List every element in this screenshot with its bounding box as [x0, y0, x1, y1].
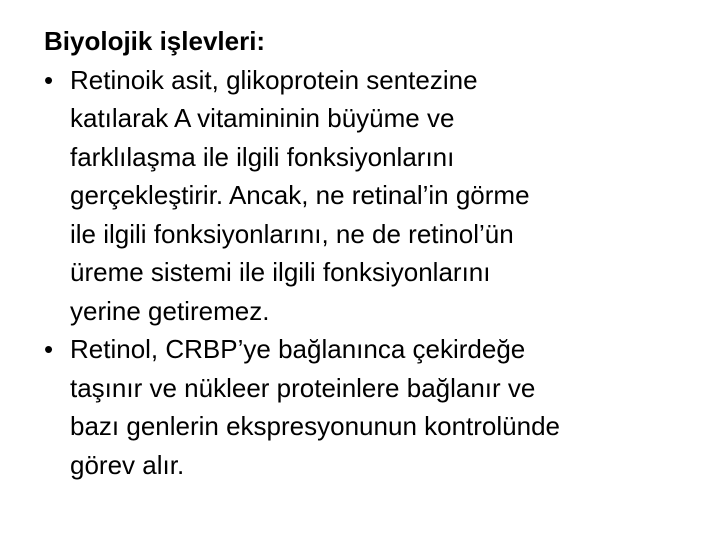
- bullet-text-line: farklılaşma ile ilgili fonksiyonlarını: [70, 141, 455, 172]
- bullet-text-line: katılarak A vitamininin büyüme ve: [70, 103, 455, 133]
- bullet-item: [44, 61, 704, 331]
- section-heading: Biyolojik işlevleri:: [44, 26, 266, 56]
- bullet-text-line: gerçekleştirir. Ancak, ne retinal’in görme: [70, 180, 530, 210]
- bullet-text-line: ile ilgili fonksiyonlarını, ne de retinol’ün: [70, 218, 514, 249]
- bullet-text-line: görev alır.: [70, 449, 185, 480]
- bullet-icon: •: [44, 64, 54, 95]
- bullet-icon: •: [44, 334, 54, 364]
- bullet-text-line: bazı genlerin ekspresyonunun kontrolünde: [70, 411, 561, 441]
- bullet-text-line: üreme sistemi ile ilgili fonksiyonlarını: [70, 257, 491, 287]
- bullet-text-line: Retinol, CRBP’ye bağlanınca çekirdeğe: [70, 334, 526, 364]
- bullet-text-line: Retinoik asit, glikoprotein sentezine: [70, 64, 478, 95]
- slide-content: [44, 22, 704, 484]
- bullet-list: [44, 61, 704, 485]
- bullet-item: [44, 330, 704, 484]
- bullet-text-line: yerine getiremez.: [70, 295, 270, 326]
- bullet-text-line: taşınır ve nükleer proteinlere bağlanır ve: [70, 372, 536, 403]
